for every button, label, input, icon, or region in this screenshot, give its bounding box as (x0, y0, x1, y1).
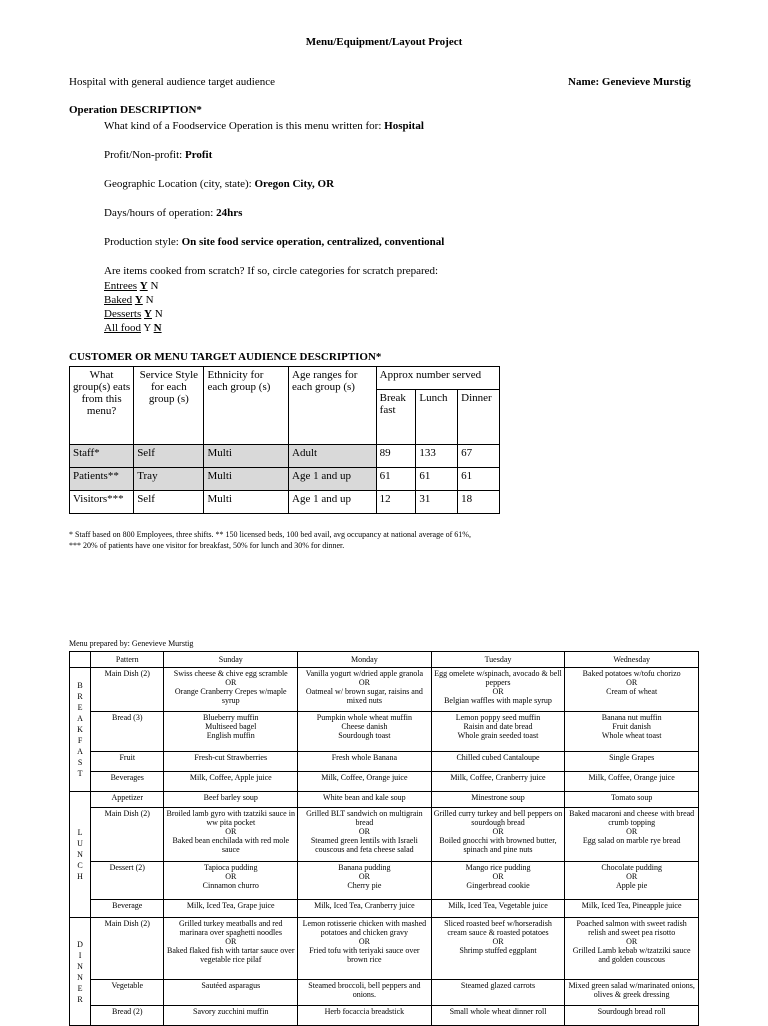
header-monday: Monday (298, 652, 432, 668)
operation-type (104, 120, 424, 132)
cell-group: Staff* (70, 445, 134, 468)
header-pattern: Pattern (91, 652, 164, 668)
pattern-cell (91, 772, 164, 792)
menu-line: Tapioca pudding (204, 863, 258, 872)
meal-letter: C (77, 861, 83, 870)
table-row (70, 712, 699, 752)
meal-letter: R (77, 692, 83, 701)
table-row (70, 772, 699, 792)
wednesday-cell (565, 900, 699, 918)
menu-line: OR (358, 827, 370, 836)
menu-line: Swiss cheese & chive egg scramble (173, 669, 288, 678)
sunday-cell (164, 862, 298, 900)
menu-line: Belgian waffles with maple syrup (444, 696, 552, 705)
menu-line: Steamed green lentils with Israeli couscous and feta cheese salad (310, 836, 418, 854)
menu-line: Fried tofu with teriyaki sauce over brown rice (309, 946, 420, 964)
scratch-yes: Y (134, 294, 143, 306)
profit-status (104, 149, 212, 161)
footnote-2: *** 20% of patients have one visitor for breakfast, 50% for lunch and 30% for dinner. (69, 541, 345, 550)
menu-line: OR (225, 937, 237, 946)
pattern-cell (91, 862, 164, 900)
subtitle: Hospital with general audience target audience (69, 76, 275, 88)
breakfast-label (70, 668, 91, 792)
menu-line: OR (492, 687, 504, 696)
menu-line: Baked bean enchilada with red mole sauce (172, 836, 290, 854)
menu-line: Minestrone soup (471, 793, 525, 802)
meal-letter: D (77, 939, 83, 949)
menu-line: Blueberry muffin (202, 713, 259, 722)
menu-line: OR (492, 937, 504, 946)
pattern-cell (91, 980, 164, 1006)
sunday-cell (164, 752, 298, 772)
pattern-cell (91, 1006, 164, 1026)
menu-line: Boiled gnocchi with browned butter, spinach and pine nuts (439, 836, 557, 854)
menu-line: Oatmeal w/ brown sugar, raisins and mixed nuts (305, 687, 423, 705)
scratch-label: Baked (104, 294, 133, 306)
table-row (70, 792, 699, 808)
cell-age: Adult (289, 445, 377, 468)
sunday-cell (164, 980, 298, 1006)
q-answer: Profit (184, 149, 213, 161)
header-sunday: Sunday (164, 652, 298, 668)
menu-line: Chocolate pudding (601, 863, 662, 872)
sunday-cell (164, 668, 298, 712)
menu-line: Sourdough bread roll (597, 1007, 666, 1016)
table-row (70, 668, 699, 712)
monday-cell (298, 900, 432, 918)
q-label: What kind of a Foodservice Operation is this menu written for: (104, 120, 382, 132)
wednesday-cell (565, 808, 699, 862)
scratch-desserts (104, 308, 163, 320)
meal-letter: N (77, 972, 83, 982)
menu-line: Herb focaccia breadstick (324, 1007, 405, 1016)
cell-dinner: 67 (458, 445, 500, 468)
sunday-cell (164, 808, 298, 862)
menu-line: English muffin (206, 731, 255, 740)
menu-line: OR (358, 937, 370, 946)
meal-letter: F (77, 736, 83, 745)
meal-letter: A (77, 747, 83, 756)
hours (104, 207, 242, 219)
cell-style: Self (134, 491, 204, 514)
meal-letter: L (77, 828, 83, 837)
menu-line: Milk, Iced Tea, Pineapple juice (581, 901, 682, 910)
tuesday-cell (431, 918, 565, 980)
cell-style: Self (134, 445, 204, 468)
meal-letter: U (77, 839, 83, 848)
cell-ethnicity: Multi (204, 445, 289, 468)
cell-dinner: 61 (458, 468, 500, 491)
scratch-baked (104, 294, 154, 306)
menu-line: Multiseed bagel (205, 722, 257, 731)
menu-line: Milk, Coffee, Cranberry juice (450, 773, 546, 782)
col-lunch: Lunch (416, 390, 458, 445)
scratch-label: Desserts (104, 308, 142, 320)
header-wednesday: Wednesday (565, 652, 699, 668)
col-age: Age ranges for each group (s) (289, 367, 377, 445)
menu-line: Milk, Coffee, Orange juice (588, 773, 675, 782)
wednesday-cell (565, 862, 699, 900)
menu-line: Apple pie (615, 881, 648, 890)
menu-line: OR (626, 678, 638, 687)
menu-line: OR (225, 827, 237, 836)
menu-line: Grilled turkey meatballs and red marinara over spaghetti noodles (178, 919, 283, 937)
q-answer: Hospital (384, 120, 424, 132)
table-row (70, 491, 500, 514)
scratch-question: Are items cooked from scratch? If so, circle categories for scratch prepared: (104, 265, 439, 277)
menu-line: Bread (2) (112, 1007, 143, 1016)
wednesday-cell (565, 918, 699, 980)
menu-line: Sourdough toast (338, 731, 391, 740)
pattern-cell (91, 808, 164, 862)
sunday-cell (164, 900, 298, 918)
scratch-no: N (150, 280, 159, 292)
col-approx: Approx number served (376, 367, 499, 390)
pattern-cell (91, 712, 164, 752)
menu-line: Tomato soup (610, 793, 653, 802)
menu-line: Fruit (119, 753, 136, 762)
menu-line: Dessert (2) (109, 863, 145, 872)
menu-line: Broiled lamb gyro with tzatziki sauce in ww pita pocket (166, 809, 295, 827)
menu-line: Main Dish (2) (104, 919, 150, 928)
meal-letter: H (77, 872, 83, 881)
scratch-no: N (153, 322, 162, 334)
q-label: Days/hours of operation: (104, 207, 214, 219)
menu-line: Fruit danish (612, 722, 651, 731)
menu-line: Egg salad on marble rye bread (582, 836, 681, 845)
wednesday-cell (565, 668, 699, 712)
monday-cell (298, 668, 432, 712)
meal-letter: K (77, 725, 83, 734)
col-ethnicity: Ethnicity for each group (s) (204, 367, 289, 445)
wednesday-cell (565, 792, 699, 808)
menu-line: Banana nut muffin (601, 713, 662, 722)
menu-line: Fresh whole Banana (331, 753, 398, 762)
menu-line: Pumpkin whole wheat muffin (316, 713, 412, 722)
menu-line: Milk, Iced Tea, Grape juice (186, 901, 275, 910)
sunday-cell (164, 918, 298, 980)
cell-lunch: 31 (416, 491, 458, 514)
menu-line: Poached salmon with sweet radish relish and sweet pea risotto (576, 919, 687, 937)
table-row (70, 900, 699, 918)
menu-line: Cheese danish (341, 722, 388, 731)
table-row (70, 808, 699, 862)
sunday-cell (164, 772, 298, 792)
menu-line: OR (626, 872, 638, 881)
meal-letter: B (77, 681, 83, 690)
q-label: Profit/Non-profit: (104, 149, 183, 161)
table-row (70, 445, 500, 468)
menu-line: Savory zucchini muffin (193, 1007, 269, 1016)
menu-line: Milk, Iced Tea, Vegetable juice (448, 901, 548, 910)
meal-letter: N (77, 850, 83, 859)
table-row (70, 752, 699, 772)
scratch-entrees (104, 280, 158, 292)
scratch-no: N (154, 308, 163, 320)
monday-cell (298, 862, 432, 900)
menu-line: Steamed broccoli, bell peppers and onions. (308, 981, 421, 999)
menu-line: Cream of wheat (606, 687, 658, 696)
menu-line: Cherry pie (347, 881, 382, 890)
pattern-cell (91, 792, 164, 808)
menu-line: Milk, Coffee, Apple juice (189, 773, 272, 782)
menu-header-row (70, 652, 699, 668)
menu-line: OR (626, 937, 638, 946)
location (104, 178, 334, 190)
menu-line: Small whole wheat dinner roll (449, 1007, 547, 1016)
menu-line: Main Dish (2) (104, 809, 150, 818)
table-row (70, 918, 699, 980)
menu-line: Vanilla yogurt w/dried apple granola (305, 669, 424, 678)
col-service-style: Service Style for each group (s) (134, 367, 204, 445)
menu-line: Lemon poppy seed muffin (455, 713, 541, 722)
meal-letter: I (78, 950, 82, 960)
table-row (70, 980, 699, 1006)
cell-breakfast: 89 (376, 445, 416, 468)
scratch-all-food (104, 322, 162, 334)
menu-line: Beef barley soup (203, 793, 258, 802)
monday-cell (298, 752, 432, 772)
cell-age: Age 1 and up (289, 468, 377, 491)
q-label: Production style: (104, 236, 179, 248)
cell-lunch: 61 (416, 468, 458, 491)
cell-breakfast: 12 (376, 491, 416, 514)
scratch-no: N (145, 294, 154, 306)
monday-cell (298, 980, 432, 1006)
tuesday-cell (431, 772, 565, 792)
audience-table (69, 366, 500, 514)
menu-line: OR (626, 827, 638, 836)
menu-line: OR (225, 678, 237, 687)
meal-letter: R (77, 994, 83, 1004)
menu-line: Chilled cubed Cantaloupe (456, 753, 540, 762)
menu-line: Cinnamon churro (202, 881, 259, 890)
menu-line: Fresh-cut Strawberries (194, 753, 268, 762)
scratch-yes: Y (143, 322, 151, 334)
menu-line: Main Dish (2) (104, 669, 150, 678)
menu-line: Beverages (110, 773, 144, 782)
monday-cell (298, 712, 432, 752)
menu-line: Beverage (112, 901, 143, 910)
q-label: Geographic Location (city, state): (104, 178, 252, 190)
table-row (70, 468, 500, 491)
menu-line: Banana pudding (338, 863, 391, 872)
menu-line: Lemon rotisserie chicken with mashed potatoes and chicken gravy (302, 919, 427, 937)
dinner-label (70, 918, 91, 1026)
monday-cell (298, 792, 432, 808)
tuesday-cell (431, 792, 565, 808)
menu-line: Steamed glazed carrots (460, 981, 536, 990)
col-breakfast: Break fast (376, 390, 416, 445)
menu-line: Egg omelete w/spinach, avocado & bell peppers (434, 669, 562, 687)
menu-line: Milk, Iced Tea, Cranberry juice (314, 901, 415, 910)
col-groups: What group(s) eats from this menu? (70, 367, 134, 445)
menu-line: Whole grain seeded toast (457, 731, 539, 740)
menu-line: Grilled BLT sandwich on multigrain bread (306, 809, 423, 827)
tuesday-cell (431, 752, 565, 772)
menu-line: Vegetable (111, 981, 144, 990)
menu-line: Grilled Lamb kebab w/tzatziki sauce and golden couscous (572, 946, 691, 964)
menu-line: Gingerbread cookie (466, 881, 530, 890)
tuesday-cell (431, 712, 565, 752)
tuesday-cell (431, 1006, 565, 1026)
menu-line: White bean and kale soup (323, 793, 406, 802)
menu-table (69, 651, 699, 1026)
tuesday-cell (431, 668, 565, 712)
cell-lunch: 133 (416, 445, 458, 468)
scratch-label: Entrees (104, 280, 137, 292)
q-answer: On site food service operation, centralized, conventional (181, 236, 445, 248)
menu-line: Sautéed asparagus (201, 981, 261, 990)
menu-line: Whole wheat toast (601, 731, 662, 740)
scratch-yes: Y (144, 308, 152, 320)
pattern-cell (91, 900, 164, 918)
table-row (70, 862, 699, 900)
menu-line: Sliced roasted beef w/horseradish cream sauce & roasted potatoes (444, 919, 552, 937)
footnote-1: * Staff based on 800 Employees, three shifts. ** 150 licensed beds, 100 bed avail, avg occupancy at national average of 61%, (69, 530, 471, 539)
menu-line: OR (492, 827, 504, 836)
tuesday-cell (431, 862, 565, 900)
menu-line: Baked flaked fish with tartar sauce over vegetable rice pilaf (166, 946, 295, 964)
menu-line: Milk, Coffee, Orange juice (321, 773, 408, 782)
wednesday-cell (565, 772, 699, 792)
meal-letter: S (77, 758, 83, 767)
q-answer: Oregon City, OR (254, 178, 335, 190)
meal-letter: A (77, 714, 83, 723)
header-tuesday: Tuesday (431, 652, 565, 668)
lunch-label (70, 792, 91, 918)
scratch-yes: Y (139, 280, 148, 292)
menu-line: Single Grapes (609, 753, 655, 762)
tuesday-cell (431, 808, 565, 862)
prepared-by: Menu prepared by: Genevieve Murstig (69, 639, 194, 648)
scratch-label: All food (104, 322, 141, 334)
menu-line: Appetizer (111, 793, 144, 802)
audience-heading: CUSTOMER OR MENU TARGET AUDIENCE DESCRIPTION* (69, 351, 382, 363)
sunday-cell (164, 1006, 298, 1026)
menu-line: Raisin and date bread (463, 722, 533, 731)
monday-cell (298, 772, 432, 792)
meal-letter: E (77, 983, 83, 993)
cell-group: Visitors*** (70, 491, 134, 514)
cell-ethnicity: Multi (204, 491, 289, 514)
menu-line: Grilled curry turkey and bell peppers on sourdough bread (433, 809, 563, 827)
menu-line: Shrimp stuffed eggplant (459, 946, 537, 955)
tuesday-cell (431, 900, 565, 918)
monday-cell (298, 918, 432, 980)
cell-style: Tray (134, 468, 204, 491)
pattern-cell (91, 752, 164, 772)
meal-letter: T (77, 769, 83, 778)
menu-line: OR (225, 872, 237, 881)
menu-line: Mixed green salad w/marinated onions, olives & greek dressing (568, 981, 695, 999)
pattern-cell (91, 668, 164, 712)
menu-line: OR (358, 872, 370, 881)
col-dinner: Dinner (458, 390, 500, 445)
author-name: Name: Genevieve Murstig (568, 76, 691, 88)
sunday-cell (164, 712, 298, 752)
cell-dinner: 18 (458, 491, 500, 514)
production-style (104, 236, 444, 248)
cell-breakfast: 61 (376, 468, 416, 491)
monday-cell (298, 1006, 432, 1026)
table-row (70, 1006, 699, 1026)
menu-line: OR (358, 678, 370, 687)
operation-heading: Operation DESCRIPTION* (69, 104, 202, 116)
sunday-cell (164, 792, 298, 808)
menu-line: Baked potatoes w/tofu chorizo (582, 669, 681, 678)
wednesday-cell (565, 752, 699, 772)
pattern-cell (91, 918, 164, 980)
menu-line: Bread (3) (112, 713, 143, 722)
cell-group: Patients** (70, 468, 134, 491)
tuesday-cell (431, 980, 565, 1006)
cell-age: Age 1 and up (289, 491, 377, 514)
menu-line: Baked macaroni and cheese with bread crumb topping (569, 809, 695, 827)
q-answer: 24hrs (216, 207, 243, 219)
document-title: Menu/Equipment/Layout Project (305, 36, 463, 48)
menu-line: OR (492, 872, 504, 881)
header-blank (70, 652, 91, 668)
meal-letter: E (77, 703, 83, 712)
monday-cell (298, 808, 432, 862)
menu-line: Orange Cranberry Crepes w/maple syrup (174, 687, 287, 705)
cell-ethnicity: Multi (204, 468, 289, 491)
meal-letter: N (77, 961, 83, 971)
wednesday-cell (565, 1006, 699, 1026)
menu-line: Mango rice pudding (465, 863, 531, 872)
wednesday-cell (565, 712, 699, 752)
wednesday-cell (565, 980, 699, 1006)
